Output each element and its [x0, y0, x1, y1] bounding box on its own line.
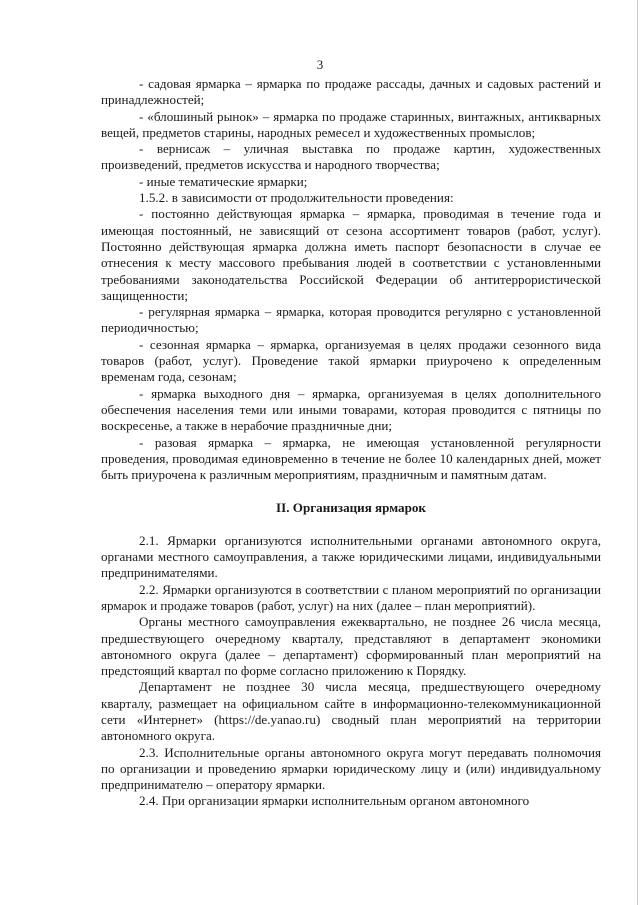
paragraph-other-fairs: - иные тематические ярмарки;: [139, 173, 308, 189]
paragraph-duration-heading: 1.5.2. в зависимости от продолжительности проведения:: [139, 190, 454, 206]
paragraph-regular-fair: - регулярная ярмарка – ярмарка, которая проводится регулярно с установленной периодичностью;: [101, 304, 601, 336]
paragraph-permanent-fair: - постоянно действующая ярмарка – ярмарка, проводимая в течение года и имеющая постоянный, не зависящий от сезона ассортимент товаров (работ, услуг). Постоянно действующая ярмарка должна иметь паспорт безопасности в случае ее отнесения к месту массового пребывания людей в соответствии с установленными требованиями законодательства Российской Федерации об антитеррористической защищенности;: [101, 206, 601, 303]
paragraph-department: Департамент не позднее 30 числа месяца, предшествующего очередному кварталу, размещает на официальном сайте в информационно-телекоммуникационной сети «Интернет» (https://de.yanao.ru) сводный план мероприятий на территории автономного округа.: [101, 679, 601, 744]
paragraph-one-time-fair: - разовая ярмарка – ярмарка, не имеющая установленной регулярности проведения, проводимая единовременно в течение не более 10 календарных дней, может быть приурочена к различным мероприятиям, праздничным и памятным датам.: [101, 434, 601, 483]
paragraph-2-4: 2.4. При организации ярмарки исполнительным органом автономного: [139, 793, 530, 809]
paragraph-2-3: 2.3. Исполнительные органы автономного округа могут передавать полномочия по организации и проведению ярмарки юридическому лицу и (или) индивидуальному предпринимателю – оператору ярмарки.: [101, 744, 601, 793]
paragraph-flea-market: - «блошиный рынок» – ярмарка по продаже старинных, винтажных, антикварных вещей, предметов старины, народных ремесел и художественных промыслов;: [101, 108, 601, 140]
paragraph-vernissage: - вернисаж – уличная выставка по продаже картин, художественных произведений, предметов искусства и народного творчества;: [101, 141, 601, 173]
paragraph-weekend-fair: - ярмарка выходного дня – ярмарка, организуемая в целях дополнительного обеспечения населения теми или иными товарами, которая проводится с пятницы по воскресенье, а также в нерабочие праздничные дни;: [101, 385, 601, 434]
body-text: [101, 76, 601, 810]
paragraph-2-1: 2.1. Ярмарки организуются исполнительными органами автономного округа, органами местного самоуправления, а также юридическими лицами, индивидуальными предпринимателями.: [101, 532, 601, 581]
page-number: 3: [316, 57, 324, 72]
page-edge-line: [637, 0, 638, 905]
paragraph-garden-fair: - садовая ярмарка – ярмарка по продаже рассады, дачных и садовых растений и принадлежностей;: [101, 76, 601, 108]
section-heading: II. Организация ярмарок: [276, 500, 426, 516]
paragraph-2-2: 2.2. Ярмарки организуются в соответствии с планом мероприятий по организации ярмарок и продаже товаров (работ, услуг) на них (далее – план мероприятий).: [101, 581, 601, 613]
paragraph-local-government: Органы местного самоуправления ежеквартально, не позднее 26 числа месяца, предшествующего очередному кварталу, представляют в департамент экономики автономного округа (далее – департамент) сформированный план мероприятий на предстоящий квартал по форме согласно приложению к Порядку.: [101, 614, 601, 679]
paragraph-seasonal-fair: - сезонная ярмарка – ярмарка, организуемая в целях продажи сезонного вида товаров (работ, услуг). Проведение такой ярмарки приурочено к определенным временам года, сезонам;: [101, 336, 601, 385]
